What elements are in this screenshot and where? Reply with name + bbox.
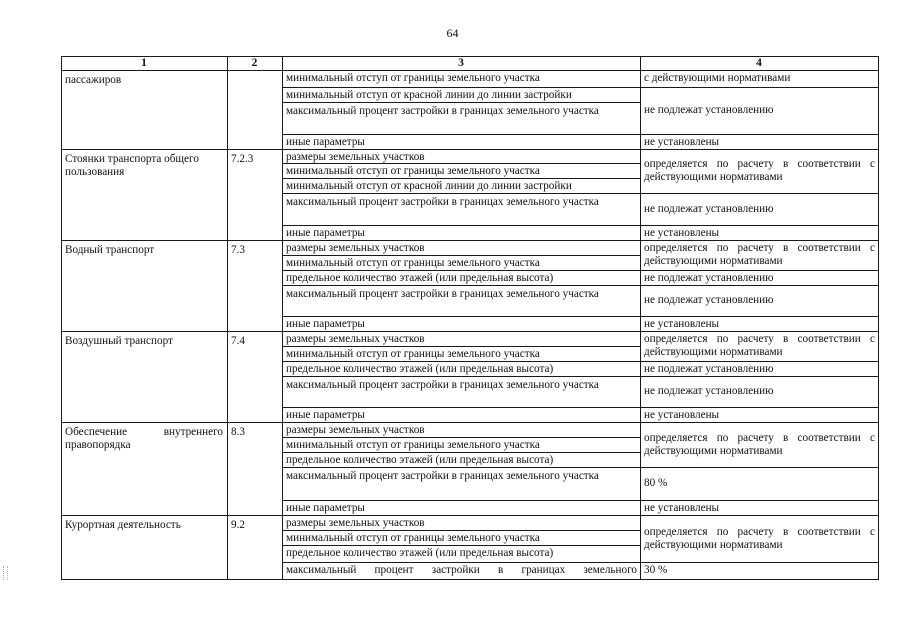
table-rule — [282, 562, 641, 563]
parameter-cell: максимальный процент застройки в границах земельного участка — [286, 196, 599, 208]
table-rule — [282, 467, 641, 468]
table-rule — [640, 193, 879, 194]
table-rule — [282, 361, 641, 362]
parameter-cell: предельное количество этажей (или предельная высота) — [286, 363, 554, 375]
value-cell: не подлежат установлению — [644, 385, 774, 397]
parameter-cell: предельное количество этажей (или предельная высота) — [286, 547, 554, 559]
object-name-3: Воздушный транспорт — [65, 335, 173, 347]
value-cell: 30 % — [644, 564, 668, 576]
parameter-cell: минимальный отступ от границы земельного участка — [286, 439, 540, 451]
parameter-cell: максимальный процент застройки в границах земельного участка — [286, 105, 599, 117]
table-rule — [61, 515, 879, 516]
page-number: 64 — [446, 26, 459, 40]
table-rule — [61, 579, 879, 580]
table-rule — [640, 467, 879, 468]
parameter-cell: размеры земельных участков — [286, 151, 425, 163]
table-rule — [61, 422, 879, 423]
table-rule — [282, 102, 641, 103]
parameter-cell: размеры земельных участков — [286, 517, 425, 529]
table-rule — [640, 562, 879, 563]
column-header-1: 1 — [141, 57, 147, 69]
margin-scan-mark — [3, 566, 8, 580]
table-rule — [61, 56, 62, 580]
table-rule — [282, 285, 641, 286]
value-cell: определяется по расчету в соответствии с действующими нормативами — [644, 333, 875, 358]
table-rule — [282, 545, 641, 546]
parameter-cell: максимальный процент застройки в границах земельного участка — [286, 379, 599, 391]
object-name-0: пассажиров — [65, 74, 122, 86]
parameter-cell: минимальный отступ от границы земельного участка — [286, 532, 540, 544]
table-rule — [640, 316, 879, 317]
table-rule — [640, 285, 879, 286]
parameter-cell: иные параметры — [286, 502, 365, 514]
table-rule — [282, 87, 641, 88]
parameter-cell: минимальный отступ от красной линии до линии застройки — [286, 180, 572, 192]
table-rule — [282, 437, 641, 438]
parameter-cell: иные параметры — [286, 409, 365, 421]
value-cell: не подлежат установлению — [644, 203, 774, 215]
parameter-cell: максимальный процент застройки в границах земельного участка — [286, 470, 599, 482]
value-cell: определяется по расчету в соответствии с действующими нормативами — [644, 158, 875, 183]
parameter-cell: максимальный процент застройки в границах земельного участка — [286, 288, 599, 300]
table-rule — [61, 331, 879, 332]
table-rule — [640, 376, 879, 377]
value-cell: не установлены — [644, 409, 720, 421]
value-cell: не установлены — [644, 227, 720, 239]
value-cell: не установлены — [644, 318, 720, 330]
column-header-2: 2 — [251, 57, 258, 69]
table-rule — [640, 225, 879, 226]
parameter-cell: предельное количество этажей (или предельная высота) — [286, 272, 554, 284]
parameter-cell: минимальный отступ от границы земельного участка — [286, 72, 540, 84]
object-code-5: 9.2 — [231, 519, 245, 531]
column-header-3: 3 — [458, 57, 464, 69]
table-rule — [282, 316, 641, 317]
table-rule — [640, 134, 879, 135]
table-rule — [282, 500, 641, 501]
value-cell: не установлены — [644, 136, 720, 148]
table-rule — [282, 530, 641, 531]
column-header-4: 4 — [756, 57, 762, 69]
object-code-0 — [231, 74, 280, 88]
table-rule — [282, 452, 641, 453]
table-rule — [640, 270, 879, 271]
parameter-cell: максимальный процент застройки в границах земельного — [286, 564, 637, 576]
value-cell: не подлежат установлению — [644, 104, 774, 116]
object-name-line: правопорядка — [65, 439, 131, 451]
parameter-cell: размеры земельных участков — [286, 333, 425, 345]
value-cell: определяется по расчету в соответствии с действующими нормативами — [644, 242, 875, 267]
parameter-cell: предельное количество этажей (или предельная высота) — [286, 454, 554, 466]
value-cell: не установлены — [644, 502, 720, 514]
object-name-2: Водный транспорт — [65, 244, 155, 256]
value-cell: не подлежат установлению — [644, 294, 774, 306]
table-rule — [640, 407, 879, 408]
table-rule — [282, 270, 641, 271]
table-rule — [227, 56, 228, 580]
parameter-cell: минимальный отступ от красной линии до линии застройки — [286, 89, 572, 101]
table-rule — [640, 361, 879, 362]
value-cell: определяется по расчету в соответствии с действующими нормативами — [644, 526, 875, 551]
object-code-2: 7.3 — [231, 244, 245, 256]
table-rule — [282, 193, 641, 194]
value-cell: определяется по расчету в соответствии с действующими нормативами — [644, 432, 875, 457]
parameter-cell: размеры земельных участков — [286, 242, 425, 254]
table-rule — [282, 134, 641, 135]
table-rule — [282, 255, 641, 256]
table-rule — [282, 407, 641, 408]
object-code-1: 7.2.3 — [231, 153, 254, 165]
table-rule — [640, 500, 879, 501]
object-name-4 — [65, 426, 223, 513]
parameter-cell: минимальный отступ от границы земельного участка — [286, 165, 540, 177]
parameter-cell: иные параметры — [286, 227, 365, 239]
value-cell: с действующими нормативами — [644, 72, 791, 84]
parameter-cell: иные параметры — [286, 136, 365, 148]
table-rule — [282, 163, 641, 164]
object-code-3: 7.4 — [231, 335, 245, 347]
object-name-line: Обеспечение внутреннего — [65, 426, 223, 438]
object-name-1: Стоянки транспорта общего пользования — [65, 153, 199, 178]
parameter-cell: иные параметры — [286, 318, 365, 330]
object-name-5: Курортная деятельность — [65, 519, 181, 531]
table-rule — [282, 346, 641, 347]
table-rule — [282, 376, 641, 377]
value-cell: 80 % — [644, 477, 668, 489]
object-code-4: 8.3 — [231, 426, 245, 438]
table-rule — [61, 149, 879, 150]
table-rule — [640, 87, 879, 88]
value-cell: не подлежат установлению — [644, 272, 774, 284]
parameter-cell: минимальный отступ от границы земельного участка — [286, 348, 540, 360]
value-cell: не подлежат установлению — [644, 363, 774, 375]
table-rule — [282, 178, 641, 179]
table-rule — [282, 225, 641, 226]
parameter-cell: минимальный отступ от границы земельного участка — [286, 257, 540, 269]
parameter-cell: размеры земельных участков — [286, 424, 425, 436]
table-rule — [61, 240, 879, 241]
